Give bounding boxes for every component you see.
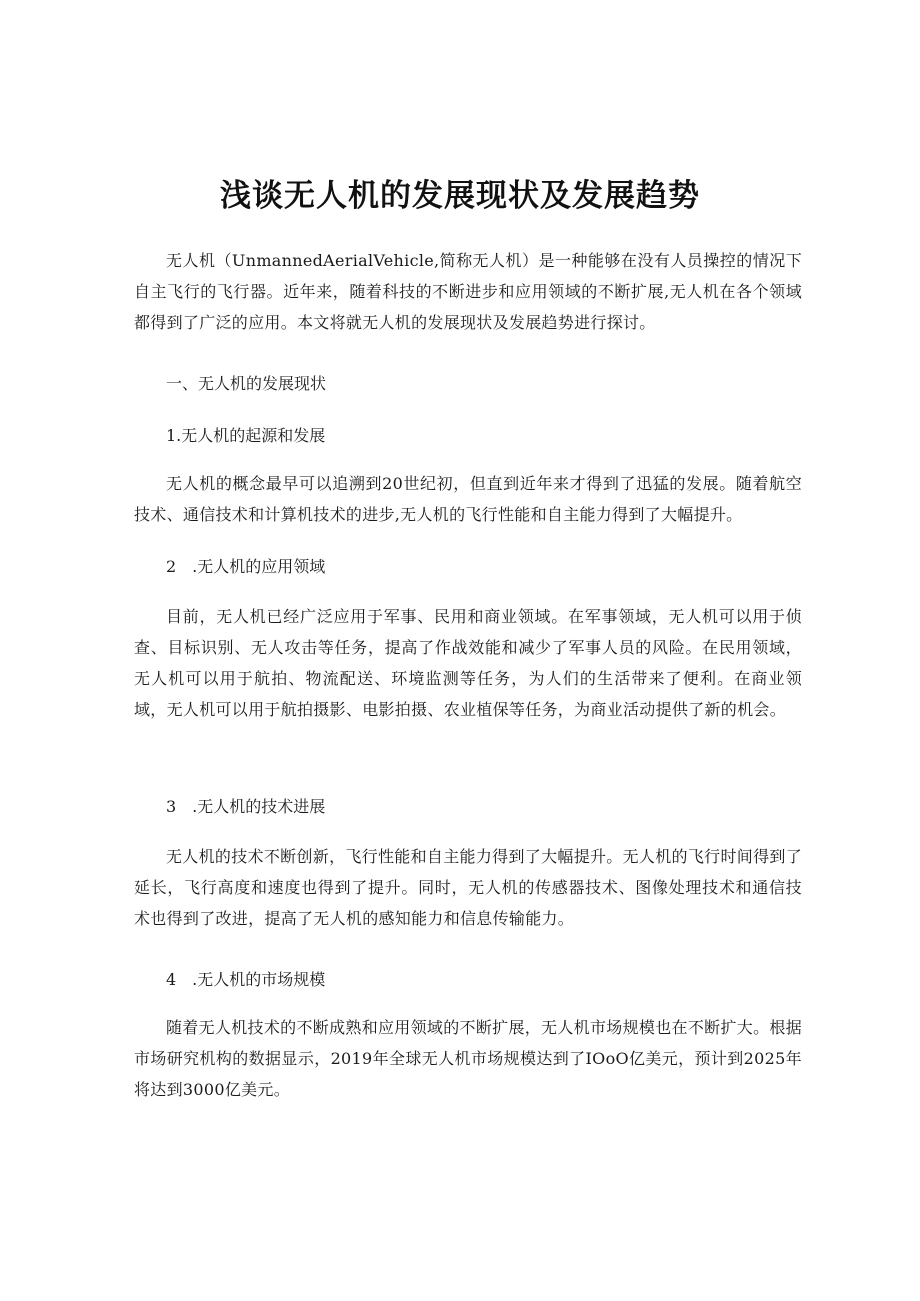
document-title: 浅谈无人机的发展现状及发展趋势 [220, 178, 700, 214]
subheading-market: 4 .无人机的市场规模 [166, 970, 326, 989]
intro-paragraph: 无人机（UnmannedAerialVehicle,简称无人机）是一种能够在没有人员操控的情况下自主飞行的飞行器。近年来，随着科技的不断进步和应用领域的不断扩展,无人机在各个领域都得到了广泛的应用。本文将就无人机的发展现状及发展趋势进行探讨。 [134, 251, 802, 332]
subheading-applications: 2 .无人机的应用领域 [166, 557, 326, 576]
paragraph-origin: 无人机的概念最早可以追溯到20世纪初，但直到近年来才得到了迅猛的发展。随着航空技术、通信技术和计算机技术的进步,无人机的飞行性能和自主能力得到了大幅提升。 [134, 474, 802, 524]
subheading-technology: 3 .无人机的技术进展 [166, 797, 326, 816]
subheading-origin: 1.无人机的起源和发展 [166, 426, 326, 445]
paragraph-applications: 目前，无人机已经广泛应用于军事、民用和商业领域。在军事领域，无人机可以用于侦查、目标识别、无人攻击等任务，提高了作战效能和减少了军事人员的风险。在民用领域，无人机可以用于航拍、物流配送、环境监测等任务，为人们的生活带来了便利。在商业领域，无人机可以用于航拍摄影、电影拍摄、农业植保等任务，为商业活动提供了新的机会。 [134, 607, 802, 719]
section-heading-status: 一、无人机的发展现状 [166, 374, 327, 393]
paragraph-market: 随着无人机技术的不断成熟和应用领域的不断扩展，无人机市场规模也在不断扩大。根据市场研究机构的数据显示，2019年全球无人机市场规模达到了IOoO亿美元，预计到2025年将达到3000亿美元。 [134, 1018, 802, 1099]
paragraph-technology: 无人机的技术不断创新，飞行性能和自主能力得到了大幅提升。无人机的飞行时间得到了延长，飞行高度和速度也得到了提升。同时，无人机的传感器技术、图像处理技术和通信技术也得到了改进，提高了无人机的感知能力和信息传输能力。 [134, 847, 802, 928]
